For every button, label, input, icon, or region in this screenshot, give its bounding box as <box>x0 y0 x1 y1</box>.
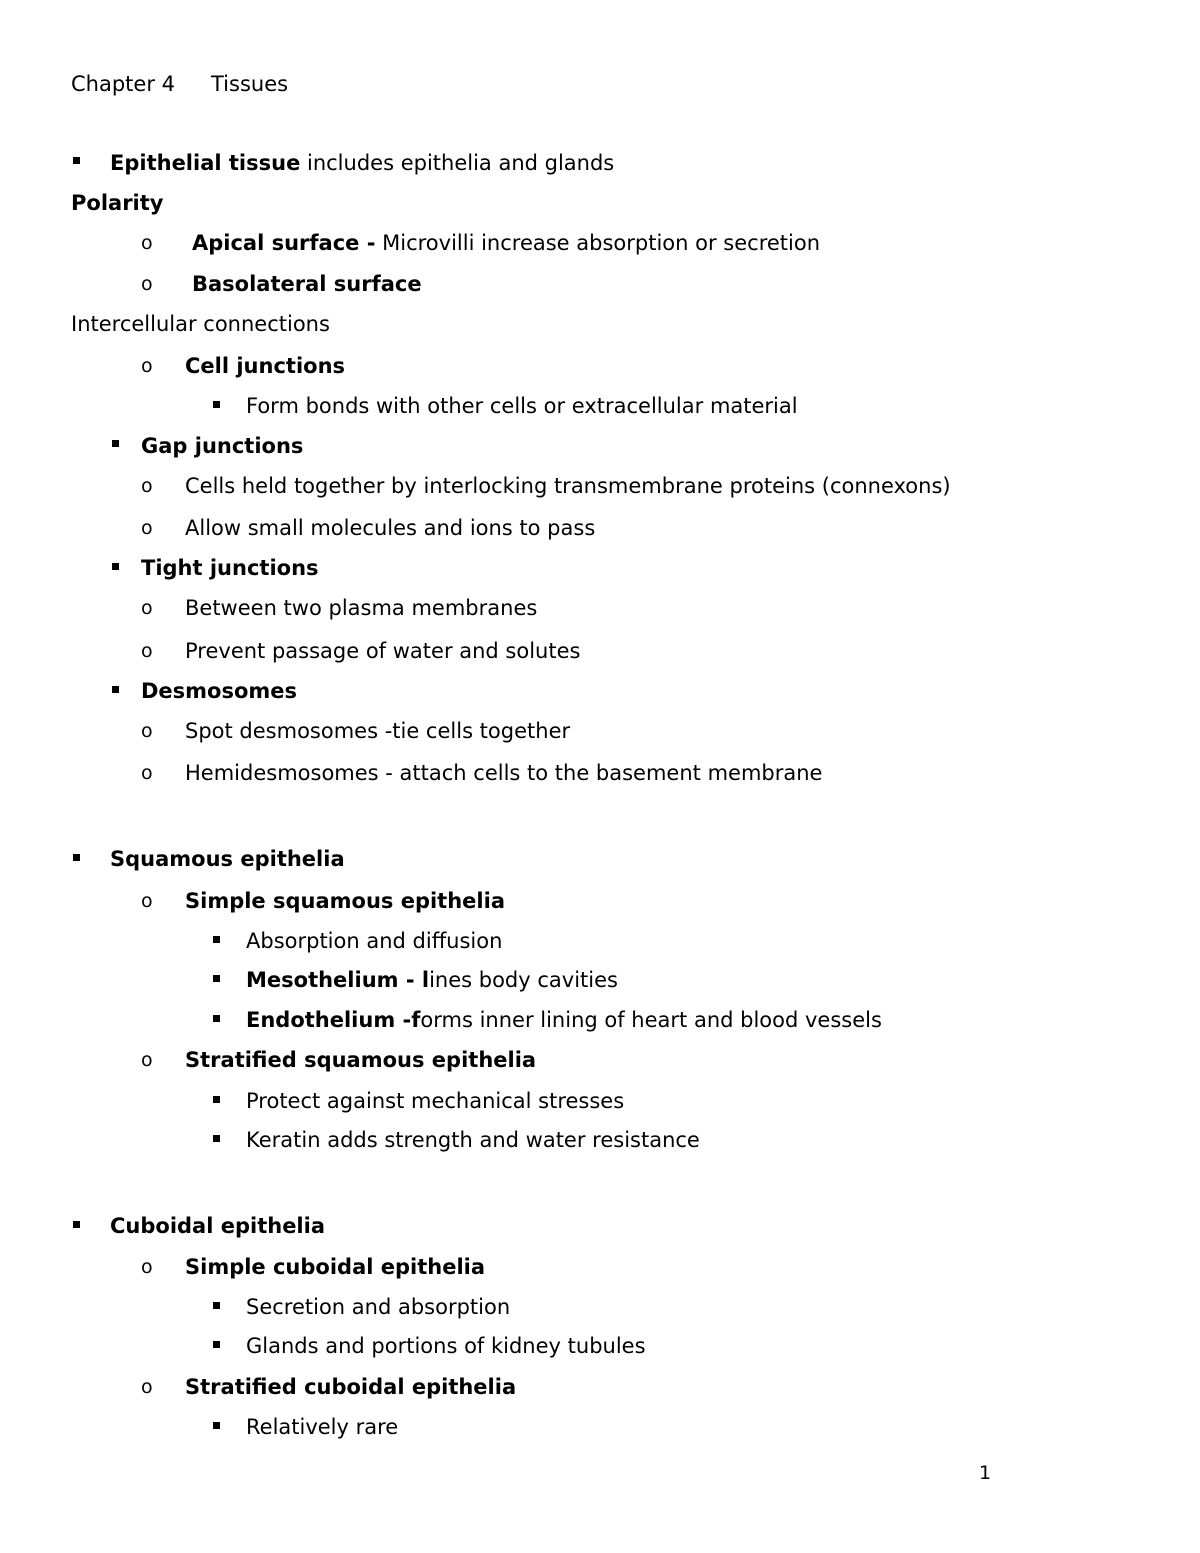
list-item-gap-small-molecules: Allow small molecules and ions to pass <box>185 516 596 540</box>
circle-bullet-icon: o <box>141 890 153 912</box>
circle-bullet-icon: o <box>141 640 153 662</box>
definition-mesothelium: ines body cavities <box>429 968 618 992</box>
list-item-relatively-rare: Relatively rare <box>246 1415 399 1439</box>
square-bullet-icon <box>213 1015 220 1022</box>
circle-bullet-icon: o <box>141 517 153 539</box>
list-item-endothelium <box>246 1007 882 1033</box>
circle-bullet-icon: o <box>141 1376 153 1398</box>
list-item-cuboidal-epithelia: Cuboidal epithelia <box>110 1214 326 1238</box>
list-item-squamous-epithelia: Squamous epithelia <box>110 847 345 871</box>
circle-bullet-icon: o <box>141 1049 153 1071</box>
square-bullet-icon <box>213 1422 220 1429</box>
list-item-desmosomes: Desmosomes <box>141 679 298 703</box>
heading-polarity: Polarity <box>71 191 164 215</box>
square-bullet-icon <box>213 936 220 943</box>
list-item-mechanical-stresses: Protect against mechanical stresses <box>246 1089 625 1113</box>
list-item-cell-junctions: Cell junctions <box>185 354 346 378</box>
term-epithelial-tissue: Epithelial tissue <box>110 151 301 175</box>
term-mesothelium: Mesothelium - l <box>246 968 430 992</box>
list-item-apical-surface <box>192 230 820 256</box>
list-item-simple-squamous: Simple squamous epithelia <box>185 889 505 913</box>
list-item-absorption-diffusion: Absorption and diffusion <box>246 929 503 953</box>
circle-bullet-icon: o <box>141 762 153 784</box>
circle-bullet-icon: o <box>141 475 153 497</box>
chapter-label: Chapter 4 <box>71 72 175 96</box>
list-item-keratin: Keratin adds strength and water resistance <box>246 1128 700 1152</box>
list-item-tight-prevent: Prevent passage of water and solutes <box>185 639 581 663</box>
square-bullet-icon <box>213 401 220 408</box>
term-apical-surface: Apical surface - <box>192 231 376 255</box>
list-item-kidney-tubules: Glands and portions of kidney tubules <box>246 1334 646 1358</box>
circle-bullet-icon: o <box>141 355 153 377</box>
definition-apical-surface: Microvilli increase absorption or secretion <box>375 231 821 255</box>
heading-intercellular-connections: Intercellular connections <box>71 312 330 336</box>
square-bullet-icon <box>112 440 119 447</box>
list-item-tight-junctions: Tight junctions <box>141 556 319 580</box>
list-item-hemidesmosomes: Hemidesmosomes - attach cells to the basement membrane <box>185 761 823 785</box>
square-bullet-icon <box>213 1096 220 1103</box>
circle-bullet-icon: o <box>141 1256 153 1278</box>
square-bullet-icon <box>112 686 119 693</box>
list-item-tight-membranes: Between two plasma membranes <box>185 596 538 620</box>
circle-bullet-icon: o <box>141 232 153 254</box>
square-bullet-icon <box>73 854 80 861</box>
list-item-epithelial-tissue <box>110 150 614 176</box>
list-item-mesothelium <box>246 967 618 993</box>
list-item-form-bonds: Form bonds with other cells or extracellular material <box>246 394 798 418</box>
circle-bullet-icon: o <box>141 597 153 619</box>
list-item-basolateral-surface: Basolateral surface <box>192 272 422 296</box>
definition-epithelial-tissue: includes epithelia and glands <box>300 151 615 175</box>
square-bullet-icon <box>73 1221 80 1228</box>
circle-bullet-icon: o <box>141 720 153 742</box>
square-bullet-icon <box>213 975 220 982</box>
list-item-gap-connexons: Cells held together by interlocking transmembrane proteins (connexons) <box>185 474 951 498</box>
page-title: Tissues <box>211 72 289 96</box>
list-item-spot-desmosomes: Spot desmosomes -tie cells together <box>185 719 571 743</box>
list-item-stratified-squamous: Stratified squamous epithelia <box>185 1048 537 1072</box>
circle-bullet-icon: o <box>141 273 153 295</box>
square-bullet-icon <box>213 1302 220 1309</box>
square-bullet-icon <box>73 157 80 164</box>
page-number: 1 <box>979 1462 992 1484</box>
term-endothelium: Endothelium -f <box>246 1008 421 1032</box>
definition-endothelium: orms inner lining of heart and blood vessels <box>420 1008 882 1032</box>
list-item-secretion-absorption: Secretion and absorption <box>246 1295 511 1319</box>
list-item-stratified-cuboidal: Stratified cuboidal epithelia <box>185 1375 517 1399</box>
list-item-simple-cuboidal: Simple cuboidal epithelia <box>185 1255 486 1279</box>
list-item-gap-junctions: Gap junctions <box>141 434 304 458</box>
square-bullet-icon <box>213 1135 220 1142</box>
square-bullet-icon <box>112 563 119 570</box>
square-bullet-icon <box>213 1341 220 1348</box>
